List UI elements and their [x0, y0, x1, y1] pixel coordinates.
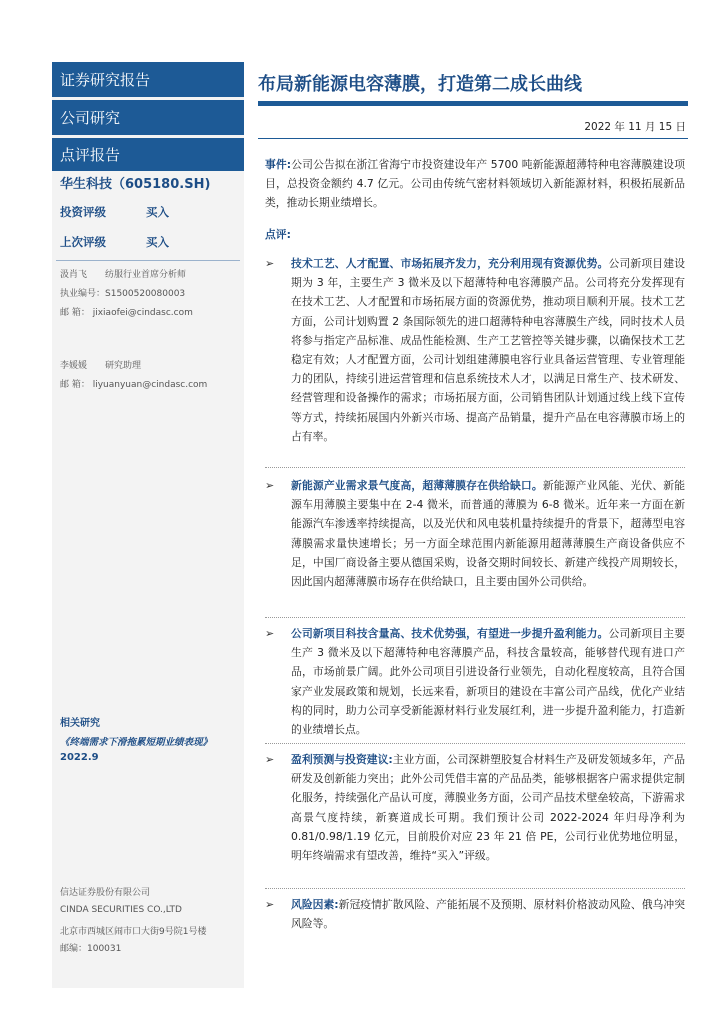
dotted-divider [265, 743, 685, 744]
footer-company-cn: 信达证券股份有限公司 [60, 888, 151, 898]
report-title: 布局新能源电容薄膜，打造第二成长曲线 [258, 74, 582, 95]
bullet-heading: 新能源产业需求景气度高，超薄薄膜存在供给缺口。 [291, 479, 543, 492]
bullet-text [291, 624, 685, 739]
arrow-bullet-icon: ➢ [265, 898, 275, 911]
rating-value: 买入 [146, 205, 169, 219]
related-research-title: 相关研究 [60, 718, 100, 729]
bullet-body: 公司新项目建设期为 3 年，主要生产 3 微米及以下超薄特种电容薄膜产品。公司将充分发挥现有在技术工艺、人才配置和市场拓展方面的资源优势，推动项目顺利开展。技术工艺方面，公司计划购置 2 条国际领先的进口超薄特种电容薄膜生产线，同时技术人员将参与指定产品标准、成品性能检测、生产工艺管控等关键步骤，以确保技术工艺稳定有效；人才配置方面，公司计划组建薄膜电容行业具备运营管理、专业管理能力的团队，持续引进运营管理和信息系统技术人才，以满足日常生产、技术研发、经营管理和设备操作的需求；市场拓展方面，公司销售团队计划通过线上线下宣传等方式，持续拓展国内外新兴市场、提高产品销量，提升产品在电容薄膜市场上的占有率。 [291, 257, 686, 443]
sidebar [52, 62, 244, 988]
title-rule [258, 101, 688, 106]
prev-rating-value: 买入 [146, 235, 169, 249]
analyst2-email: 邮 箱： liyuanyuan@cindasc.com [60, 380, 208, 390]
dotted-divider [265, 617, 685, 618]
analyst1-cert: 执业编号：S1500520080003 [60, 289, 186, 299]
report-type-header: 证券研究报告 [52, 62, 244, 97]
arrow-bullet-icon: ➢ [265, 479, 275, 492]
analyst1-name-row [60, 267, 186, 280]
event-label: 事件: [265, 158, 292, 171]
bullet-body: 主业方面，公司深耕塑胶复合材料生产及研发领域多年，产品研发及创新能力突出；此外公司凭借丰富的产品品类，能够根据客户需求提供定制化服务，持续强化产品认可度，薄膜业务方面，公司产品技术壁垒较高，下游需求高景气度持续，新赛道成长可期。我们预计公司 2022-2024 年归母净利为 0.81/0.98/1.19 亿元，目前股价对应 23 年 21 倍 PE，公司行业优势地位明显，明年终端需求有望改善，维持“买入”评级。 [291, 753, 686, 863]
bullet-heading: 风险因素: [291, 898, 339, 911]
arrow-bullet-icon: ➢ [265, 627, 275, 640]
analyst1-name: 汲肖飞 [60, 270, 88, 280]
analyst2-name-row [60, 358, 141, 371]
bullet-body: 新冠疫情扩散风险、产能拓展不及预期、原材料价格波动风险、俄乌冲突风险等。 [291, 898, 685, 931]
prev-rating-label: 上次评级 [60, 235, 106, 249]
bullet-heading: 公司新项目科技含量高、技术优势强，有望进一步提升盈利能力。 [291, 627, 609, 640]
related-research-item[interactable]: 《终端需求下滑拖累短期业绩表现》 [60, 737, 213, 748]
comment-label: 点评: [265, 228, 291, 241]
footer-postcode: 邮编：100031 [60, 944, 122, 954]
dotted-divider [265, 888, 685, 889]
bullet-text [291, 254, 685, 446]
previous-rating [60, 234, 169, 250]
related-research-date: 2022.9 [60, 752, 99, 763]
event-text: 公司公告拟在浙江省海宁市投资建设年产 5700 吨新能源超薄特种电容薄膜建设项目，总投资金额约 4.7 亿元。公司由传统气密材料领域切入新能源材料，积极拓展新品类，推动长期业绩增长。 [265, 158, 685, 210]
arrow-bullet-icon: ➢ [265, 753, 275, 766]
comment-label-row [265, 225, 685, 244]
analyst2-name: 李媛媛 [60, 361, 88, 371]
event-paragraph [265, 155, 685, 213]
bullet-text [291, 750, 685, 865]
subcategory-header: 点评报告 [52, 138, 244, 171]
analyst2-role: 研究助理 [105, 361, 142, 371]
sidebar-divider [56, 260, 240, 261]
bullet-heading: 技术工艺、人才配置、市场拓展齐发力，充分利用现有资源优势。 [291, 257, 609, 270]
category-header: 公司研究 [52, 100, 244, 135]
date-rule [258, 138, 688, 139]
footer-company-en: CINDA SECURITIES CO.,LTD [60, 905, 182, 915]
bullet-body: 公司新项目主要生产 3 微米及以下超薄特种电容薄膜产品，科技含量较高，能够替代现有进口产品，市场前景广阔。此外公司项目引进设备行业领先，自动化程度较高，且符合国家产业发展政策和规划，长远来看，新项目的建设在丰富公司产品线，优化产业结构的同时，助力公司享受新能源材料行业发展红利，进一步提升盈利能力，打造新的业绩增长点。 [291, 627, 686, 737]
rating-label: 投资评级 [60, 205, 106, 219]
report-date: 2022 年 11 月 15 日 [584, 121, 686, 133]
footer-address: 北京市西城区闹市口大街9号院1号楼 [60, 927, 207, 937]
bullet-text [291, 895, 685, 933]
analyst1-role: 纺服行业首席分析师 [105, 270, 187, 280]
analyst1-email: 邮 箱： jixiaofei@cindasc.com [60, 308, 193, 318]
bullet-text [291, 476, 685, 591]
bullet-heading: 盈利预测与投资建议: [291, 753, 393, 766]
bullet-body: 新能源产业风能、光伏、新能源车用薄膜主要集中在 2-4 微米，而普通的薄膜为 6-8 微米。近年来一方面在新能源汽车渗透率持续提高，以及光伏和风电装机量持续提升的背景下，超薄型电容薄膜需求量快速增长；另一方面全球范围内新能源用超薄薄膜生产商设备供应不足，中国厂商设备主要从德国采购，设备交期时间较长、新建产线投产周期较长，因此国内超薄薄膜市场存在供给缺口，且主要由国外公司供给。 [291, 479, 686, 589]
arrow-bullet-icon: ➢ [265, 257, 275, 270]
dotted-divider [265, 467, 685, 468]
investment-rating [60, 204, 169, 220]
company-name: 华生科技（605180.SH) [60, 177, 211, 192]
